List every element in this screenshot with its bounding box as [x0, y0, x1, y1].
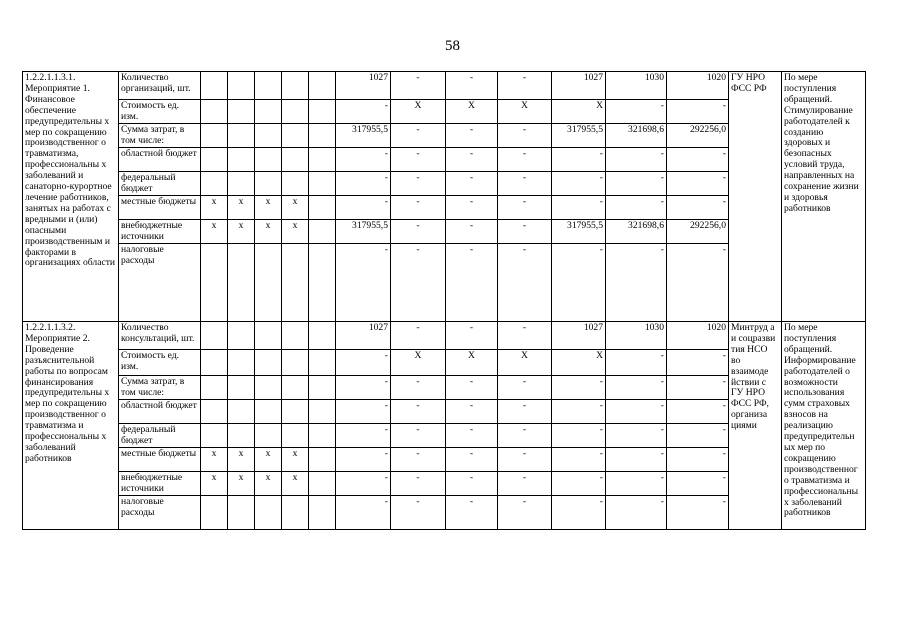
value-cell: -	[498, 244, 552, 322]
program-table	[22, 71, 866, 530]
code-mark-cell: x	[228, 196, 255, 220]
code-mark-cell	[228, 148, 255, 172]
value-cell: -	[391, 124, 446, 148]
empty-cell	[309, 322, 336, 350]
value-cell: -	[336, 496, 391, 530]
value-cell: -	[391, 220, 446, 244]
code-mark-cell	[228, 376, 255, 400]
code-mark-cell	[282, 172, 309, 196]
code-mark-cell	[201, 100, 228, 124]
value-cell: X	[391, 100, 446, 124]
indicator-cell: областной бюджет	[119, 148, 201, 172]
empty-cell	[309, 350, 336, 376]
value-cell: -	[446, 220, 498, 244]
value-cell: -	[446, 322, 498, 350]
value-cell: -	[446, 376, 498, 400]
value-cell: -	[391, 424, 446, 448]
result-cell: По мере поступления обращений. Стимулирование работодателей к созданию здоровых и безопасных условий труда, направленных на сохранение жизни и здоровья работников	[782, 72, 866, 322]
value-cell: -	[446, 196, 498, 220]
executor-cell: ГУ НРО ФСС РФ	[729, 72, 782, 322]
indicator-cell: федеральный бюджет	[119, 172, 201, 196]
value-cell: -	[446, 72, 498, 100]
empty-cell	[309, 496, 336, 530]
table-row	[23, 72, 866, 100]
value-cell: 321698,6	[606, 124, 667, 148]
value-cell: -	[667, 196, 729, 220]
value-cell: -	[606, 172, 667, 196]
value-cell: -	[552, 400, 606, 424]
value-cell: -	[667, 244, 729, 322]
code-mark-cell: x	[282, 472, 309, 496]
value-cell: -	[667, 472, 729, 496]
value-cell: -	[446, 496, 498, 530]
value-cell: 1030	[606, 322, 667, 350]
value-cell: -	[446, 400, 498, 424]
value-cell: -	[667, 148, 729, 172]
empty-cell	[309, 400, 336, 424]
code-mark-cell: x	[201, 196, 228, 220]
value-cell: -	[606, 350, 667, 376]
value-cell: -	[336, 196, 391, 220]
code-mark-cell	[201, 322, 228, 350]
indicator-cell: федеральный бюджет	[119, 424, 201, 448]
indicator-cell: Стоимость ед. изм.	[119, 350, 201, 376]
code-mark-cell	[255, 424, 282, 448]
value-cell: 1027	[552, 322, 606, 350]
empty-cell	[309, 148, 336, 172]
value-cell: -	[446, 472, 498, 496]
code-mark-cell: x	[201, 448, 228, 472]
value-cell: -	[336, 376, 391, 400]
empty-cell	[309, 376, 336, 400]
value-cell: -	[446, 124, 498, 148]
value-cell: -	[336, 350, 391, 376]
value-cell: 1020	[667, 72, 729, 100]
code-mark-cell	[282, 424, 309, 448]
value-cell: -	[446, 148, 498, 172]
value-cell: -	[552, 496, 606, 530]
value-cell: -	[498, 148, 552, 172]
code-mark-cell	[255, 148, 282, 172]
value-cell: -	[606, 244, 667, 322]
value-cell: -	[552, 148, 606, 172]
value-cell: -	[498, 376, 552, 400]
value-cell: -	[498, 424, 552, 448]
value-cell: -	[336, 244, 391, 322]
empty-cell	[309, 448, 336, 472]
value-cell: -	[498, 472, 552, 496]
value-cell: -	[336, 400, 391, 424]
code-mark-cell	[228, 350, 255, 376]
value-cell: -	[552, 472, 606, 496]
empty-cell	[309, 100, 336, 124]
empty-cell	[309, 124, 336, 148]
value-cell: -	[667, 376, 729, 400]
code-mark-cell: x	[255, 448, 282, 472]
value-cell: -	[391, 244, 446, 322]
value-cell: -	[336, 424, 391, 448]
value-cell: -	[391, 376, 446, 400]
code-mark-cell	[255, 172, 282, 196]
value-cell: -	[606, 472, 667, 496]
value-cell: -	[391, 400, 446, 424]
value-cell: -	[391, 72, 446, 100]
code-mark-cell	[201, 148, 228, 172]
code-mark-cell: x	[282, 196, 309, 220]
value-cell: -	[391, 322, 446, 350]
indicator-cell: Стоимость ед. изм.	[119, 100, 201, 124]
value-cell: -	[667, 400, 729, 424]
value-cell: -	[498, 448, 552, 472]
value-cell: -	[446, 424, 498, 448]
indicator-cell: внебюджетные источники	[119, 220, 201, 244]
value-cell: -	[391, 496, 446, 530]
code-mark-cell	[201, 350, 228, 376]
code-mark-cell	[255, 244, 282, 322]
value-cell: -	[446, 172, 498, 196]
value-cell: 321698,6	[606, 220, 667, 244]
code-mark-cell	[201, 496, 228, 530]
value-cell: -	[498, 196, 552, 220]
activity-name-cell: 1.2.2.1.1.3.2. Мероприятие 2. Проведение разъяснительной работы по вопросам финансирования предупредительны х мер по сокращению производственног о травматизма и профессиональны х заболеваний работников	[23, 322, 119, 530]
code-mark-cell: x	[228, 472, 255, 496]
indicator-cell: местные бюджеты	[119, 448, 201, 472]
value-cell: -	[552, 424, 606, 448]
value-cell: -	[498, 220, 552, 244]
value-cell: -	[667, 172, 729, 196]
value-cell: -	[606, 196, 667, 220]
value-cell: -	[667, 100, 729, 124]
result-cell: По мере поступления обращений. Информирование работодателей о возможности использования сумм страховых взносов на реализацию предупредительн ых мер по сокращению производственног о травматизма и профессиональны х заболеваний работников	[782, 322, 866, 530]
code-mark-cell	[255, 496, 282, 530]
indicator-cell: областной бюджет	[119, 400, 201, 424]
value-cell: -	[606, 376, 667, 400]
value-cell: X	[552, 350, 606, 376]
empty-cell	[309, 196, 336, 220]
code-mark-cell: x	[282, 448, 309, 472]
empty-cell	[309, 244, 336, 322]
value-cell: -	[552, 172, 606, 196]
value-cell: -	[498, 172, 552, 196]
code-mark-cell	[201, 124, 228, 148]
value-cell: 1030	[606, 72, 667, 100]
code-mark-cell	[201, 400, 228, 424]
code-mark-cell	[255, 100, 282, 124]
code-mark-cell	[282, 148, 309, 172]
value-cell: -	[336, 448, 391, 472]
value-cell: -	[391, 172, 446, 196]
value-cell: -	[667, 424, 729, 448]
value-cell: -	[391, 472, 446, 496]
value-cell: -	[552, 196, 606, 220]
value-cell: -	[552, 448, 606, 472]
indicator-cell: Сумма затрат, в том числе:	[119, 376, 201, 400]
value-cell: 317955,5	[552, 124, 606, 148]
value-cell: -	[667, 350, 729, 376]
code-mark-cell	[255, 322, 282, 350]
value-cell: -	[336, 148, 391, 172]
code-mark-cell	[255, 72, 282, 100]
code-mark-cell	[228, 100, 255, 124]
code-mark-cell	[255, 376, 282, 400]
value-cell: 1027	[552, 72, 606, 100]
value-cell: -	[391, 448, 446, 472]
indicator-cell: Количество консультаций, шт.	[119, 322, 201, 350]
value-cell: -	[391, 148, 446, 172]
code-mark-cell: x	[282, 220, 309, 244]
value-cell: 317955,5	[336, 220, 391, 244]
empty-cell	[309, 172, 336, 196]
code-mark-cell: x	[255, 472, 282, 496]
code-mark-cell: x	[228, 448, 255, 472]
value-cell: -	[606, 448, 667, 472]
empty-cell	[309, 220, 336, 244]
code-mark-cell	[255, 350, 282, 376]
code-mark-cell	[228, 400, 255, 424]
value-cell: -	[667, 448, 729, 472]
value-cell: -	[498, 124, 552, 148]
code-mark-cell	[282, 124, 309, 148]
empty-cell	[309, 472, 336, 496]
code-mark-cell	[255, 400, 282, 424]
code-mark-cell	[228, 244, 255, 322]
code-mark-cell	[228, 72, 255, 100]
value-cell: -	[498, 496, 552, 530]
indicator-cell: местные бюджеты	[119, 196, 201, 220]
value-cell: 292256,0	[667, 124, 729, 148]
value-cell: -	[391, 196, 446, 220]
value-cell: -	[552, 244, 606, 322]
code-mark-cell: x	[255, 196, 282, 220]
value-cell: -	[336, 472, 391, 496]
code-mark-cell	[201, 424, 228, 448]
code-mark-cell	[282, 244, 309, 322]
code-mark-cell	[282, 350, 309, 376]
code-mark-cell: x	[201, 472, 228, 496]
code-mark-cell	[201, 172, 228, 196]
value-cell: -	[606, 496, 667, 530]
value-cell: X	[552, 100, 606, 124]
code-mark-cell	[282, 400, 309, 424]
value-cell: -	[336, 100, 391, 124]
code-mark-cell	[282, 322, 309, 350]
code-mark-cell	[228, 424, 255, 448]
value-cell: -	[552, 376, 606, 400]
indicator-cell: налоговые расходы	[119, 244, 201, 322]
code-mark-cell	[228, 172, 255, 196]
page-number: 58	[445, 38, 460, 54]
value-cell: 1027	[336, 322, 391, 350]
code-mark-cell	[282, 376, 309, 400]
value-cell: 317955,5	[336, 124, 391, 148]
value-cell: -	[446, 244, 498, 322]
code-mark-cell: x	[228, 220, 255, 244]
value-cell: -	[606, 148, 667, 172]
code-mark-cell	[282, 100, 309, 124]
table-row	[23, 322, 866, 350]
value-cell: X	[498, 100, 552, 124]
indicator-cell: внебюджетные источники	[119, 472, 201, 496]
value-cell: 1020	[667, 322, 729, 350]
empty-cell	[309, 424, 336, 448]
value-cell: -	[667, 496, 729, 530]
value-cell: -	[498, 322, 552, 350]
value-cell: -	[606, 400, 667, 424]
code-mark-cell	[282, 496, 309, 530]
indicator-cell: Количество организаций, шт.	[119, 72, 201, 100]
empty-cell	[309, 72, 336, 100]
code-mark-cell	[201, 244, 228, 322]
executor-cell: Минтруд а и соцразви тия НСО во взаимоде йствии с ГУ НРО ФСС РФ, организа циями	[729, 322, 782, 530]
indicator-cell: Сумма затрат, в том числе:	[119, 124, 201, 148]
code-mark-cell: x	[201, 220, 228, 244]
code-mark-cell	[228, 322, 255, 350]
code-mark-cell: x	[255, 220, 282, 244]
code-mark-cell	[282, 72, 309, 100]
indicator-cell: налоговые расходы	[119, 496, 201, 530]
value-cell: X	[391, 350, 446, 376]
code-mark-cell	[228, 496, 255, 530]
value-cell: 317955,5	[552, 220, 606, 244]
value-cell: -	[336, 172, 391, 196]
code-mark-cell	[228, 124, 255, 148]
code-mark-cell	[201, 72, 228, 100]
value-cell: X	[498, 350, 552, 376]
value-cell: -	[498, 72, 552, 100]
value-cell: -	[606, 100, 667, 124]
value-cell: X	[446, 350, 498, 376]
code-mark-cell	[201, 376, 228, 400]
value-cell: -	[498, 400, 552, 424]
value-cell: 292256,0	[667, 220, 729, 244]
value-cell: -	[446, 448, 498, 472]
code-mark-cell	[255, 124, 282, 148]
activity-name-cell: 1.2.2.1.1.3.1. Мероприятие 1. Финансовое обеспечение предупредительны х мер по сокращению производственног о травматизма, профессиональны х заболеваний и санаторно-курортное лечение работников, занятых на работах с вредными и (или) опасными производственным и факторами в организациях области	[23, 72, 119, 322]
value-cell: -	[606, 424, 667, 448]
value-cell: 1027	[336, 72, 391, 100]
value-cell: X	[446, 100, 498, 124]
